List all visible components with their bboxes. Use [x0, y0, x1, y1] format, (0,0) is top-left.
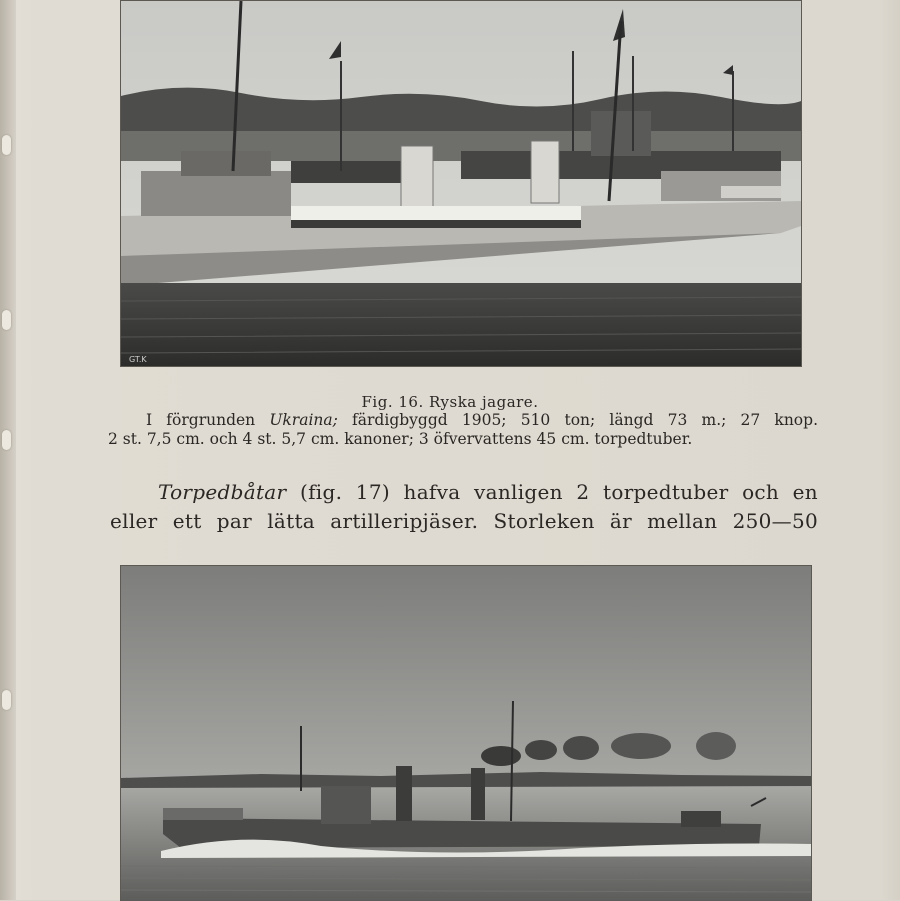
photo-mark: GT.K — [129, 355, 147, 364]
figure-title: Ryska jagare. — [429, 393, 539, 411]
caption-line-1 — [108, 411, 818, 430]
paragraph-line-2: eller ett par lätta artilleripjäser. Storleken är mellan 250—50 — [110, 509, 818, 533]
figure-label: Fig. 16. — [361, 393, 424, 411]
binding-stitch — [2, 310, 11, 330]
paragraph-term: Torpedbåtar — [158, 480, 287, 504]
binding-stitch — [2, 135, 11, 155]
figure-16-caption-title — [0, 393, 900, 411]
caption-line-2: 2 st. 7,5 cm. och 4 st. 5,7 cm. kanoner; 3 öfvervattens 45 cm. torpedtuber. — [108, 430, 693, 448]
caption-line-1-rest: färdigbyggd 1905; 510 ton; längd 73 m.; 27 knop. — [352, 411, 818, 429]
figure-16-caption-body — [108, 411, 818, 449]
paragraph-line-1 — [110, 478, 818, 507]
figure-16-photo — [120, 0, 802, 367]
paragraph-line-1-rest: (fig. 17) hafva vanligen 2 torpedtuber och en — [299, 480, 818, 504]
caption-prefix: I förgrunden — [146, 411, 256, 429]
body-paragraph — [110, 478, 818, 536]
figure-17-photo — [120, 565, 812, 901]
caption-ship-name: Ukraina; — [269, 411, 338, 429]
book-binding — [0, 0, 16, 900]
binding-stitch — [2, 690, 11, 710]
binding-stitch — [2, 430, 11, 450]
